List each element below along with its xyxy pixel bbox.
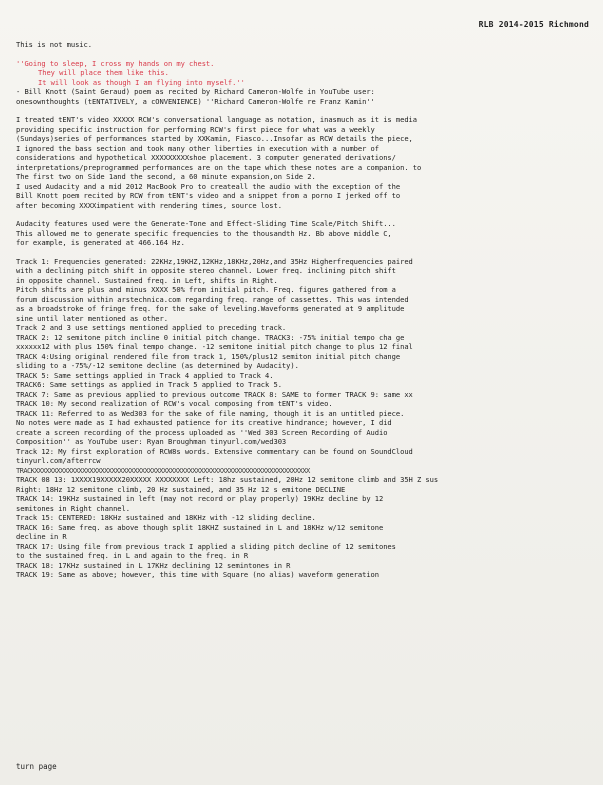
track-line: Track 2 and 3 use settings mentioned applied to preceding track. bbox=[16, 323, 287, 332]
paragraph-line: after becoming XXXXimpatient with rendering times, source lost. bbox=[16, 200, 282, 210]
track-line: as a broadstroke of fringe freq. for the sake of leveling.Waveforms generated at 9 amplitude bbox=[16, 304, 405, 313]
document-title: This is not music. bbox=[16, 40, 92, 49]
paragraph-line: providing specific instruction for performing RCW's first piece for what was a weekly bbox=[16, 124, 375, 134]
track-line: TRACK 2: 12 semitone pitch incline 0 initial pitch change. TRACK3: -75% initial tempo cha ge bbox=[16, 332, 405, 342]
poem-quote bbox=[16, 59, 591, 88]
track-line: decline in R bbox=[16, 532, 67, 541]
track-line: TRACK 11: Referred to as Wed303 for the sake of file naming, though it is an untitled piece. bbox=[16, 408, 405, 418]
track-line: TRACK 18: 17KHz sustained in L 17KHz declining 12 semintones in R bbox=[16, 560, 291, 570]
track-line: Pitch shifts are plus and minus XXXX 50% from initial pitch. Freq. figures gathered from a bbox=[16, 285, 396, 294]
track-line: Track 1: Frequencies generated: 22KHz,19KHZ,12KHz,18KHz,20Hz,and 35Hz Higherfrequencies paired bbox=[16, 256, 413, 266]
track-line: sliding to a -75%/-12 semitone decline (as determined by Audacity). bbox=[16, 361, 299, 370]
paragraph-line: This allowed me to generate specific frequencies to the thousandth Hz. Bb above middle C, bbox=[16, 228, 392, 238]
track-line: Right: 18Hz 12 semitone climb, 20 Hz sustained, and 35 Hz 12 s emitone DECLINE bbox=[16, 484, 346, 494]
paragraph-line: (Sundays)series of performances started by XXKamin, Fiasco...Insofar as RCW details the piece, bbox=[16, 134, 413, 143]
paragraph-line: Bill Knott poem recited by RCW from tENT's video and a snippet from a porno I jerked off to bbox=[16, 191, 401, 200]
document-body bbox=[16, 40, 591, 580]
track-line: semitones in Right channel. bbox=[16, 503, 130, 513]
track-line: TRACK 5: Same settings applied in Track 4 applied to Track 4. bbox=[16, 370, 274, 380]
quote-attribution bbox=[16, 87, 591, 106]
paragraph-treatment bbox=[16, 115, 591, 210]
paragraph-line: I used Audacity and a mid 2012 MacBook Pro to createall the audio with the exception of the bbox=[16, 181, 401, 191]
track-line: Track 15: CENTERED: 18KHz sustained and 18KHz with -12 sliding decline. bbox=[16, 513, 316, 522]
track-line: TRACK 14: 19KHz sustained in left (may not record or play properly) 19KHz decline by 12 bbox=[16, 494, 384, 503]
paragraph-line: interpretations/preprogrammed performances are on the tape which these notes are a companion. to bbox=[16, 162, 422, 172]
track-line: create a screen recording of the process uploaded as ''Wed 303 Screen Recording of Audio bbox=[16, 427, 388, 437]
track-line: No notes were made as I had exhausted patience for its creative hindrance; however, I did bbox=[16, 418, 392, 427]
track-line: in opposite channel. Sustained freq. in Left, shifts in Right. bbox=[16, 275, 278, 285]
track-line: to the sustained freq. in L and again to the freq. in R bbox=[16, 551, 249, 560]
quote-line: ''Going to sleep, I cross my hands on my chest. bbox=[16, 58, 215, 68]
track-line: forum discussion within arstechnica.com regarding freq. range of cassettes. This was intended bbox=[16, 294, 409, 304]
struck-track-line: TRACKXXXXXXXXXXXXXXXXXXXXXXXXXXXXXXXXXXXXXXXXXXXXXXXXXXXXXXXXXXXXXXXXXXXXXXXXXXX bbox=[16, 465, 310, 475]
paragraph-line: considerations and hypothetical XXXXXXXXXshoe placement. 3 computer generated derivations/ bbox=[16, 153, 396, 162]
paragraph-line: for example, is generated at 466.164 Hz. bbox=[16, 238, 185, 247]
track-line: xxxxxx12 with plus 150% final tempo change. -12 semitone initial pitch change to plus 12 final bbox=[16, 342, 413, 351]
track-line: TRACK 16: Same freq. as above though split 18KHZ sustained in L and 18KHz w/12 semitone bbox=[16, 522, 384, 532]
track-line: TRACK 4:Using original rendered file from track 1, 150%/plus12 semiton initial pitch change bbox=[16, 351, 401, 361]
paragraph-line: Audacity features used were the Generate-Tone and Effect-Sliding Time Scale/Pitch Shift... bbox=[16, 219, 396, 228]
paragraph-line: I ignored the bass section and took many other liberties in execution with a number of bbox=[16, 143, 379, 153]
quote-line: They will place them like this. bbox=[38, 68, 169, 77]
track-line: TRACK 19: Same as above; however, this time with Square (no alias) waveform generation bbox=[16, 570, 379, 579]
track-notes bbox=[16, 257, 591, 580]
paragraph-line: The first two on Side 1and the second, a 60 minute expansion,on Side 2. bbox=[16, 172, 316, 181]
track-line: sine until later mentioned as other. bbox=[16, 313, 168, 323]
track-line: with a declining pitch shift in opposite stereo channel. Lower freq. inclining pitch shift bbox=[16, 266, 396, 275]
page-header: RLB 2014-2015 Richmond bbox=[478, 20, 589, 29]
track-line: TRACK 10: My second realization of RCW's vocal composing from tENT's video. bbox=[16, 399, 333, 408]
turn-page-note: turn page bbox=[16, 762, 57, 771]
track-line: TRACK6: Same settings as applied in Track 5 applied to Track 5. bbox=[16, 380, 282, 389]
track-line: TRACK 17: Using file from previous track I applied a sliding pitch decline of 12 semitones bbox=[16, 541, 396, 551]
attribution-line: - Bill Knott (Saint Geraud) poem as recited by Richard Cameron-Wolfe in YouTube user: bbox=[16, 87, 375, 96]
paragraph-audacity bbox=[16, 219, 591, 248]
attribution-line: onesownthoughts (tENTATIVELY, a cONVENIENCE) ''Richard Cameron-Wolfe re Franz Kamin'' bbox=[16, 96, 375, 106]
track-line: TRACK 7: Same as previous applied to previous outcome TRACK 8: SAME to former TRACK 9: same xx bbox=[16, 389, 413, 399]
quote-line: It will look as though I am flying into myself.'' bbox=[38, 77, 245, 87]
track-line: tinyurl.com/afterrcw bbox=[16, 456, 101, 465]
track-line: Composition'' as YouTube user: Ryan Broughman tinyurl.com/wed303 bbox=[16, 437, 287, 446]
paragraph-line: I treated tENT's video XXXXX RCW's conversational language as notation, inasmuch as it is media bbox=[16, 115, 417, 124]
track-line: TRACK 08 13: 1XXXX19XXXXX20XXXXX XXXXXXXX Left: 18hz sustained, 20Hz 12 semitone climb and 35H Z sus bbox=[16, 475, 439, 484]
track-line: Track 12: My first exploration of RCW8s words. Extensive commentary can be found on SoundCloud bbox=[16, 446, 413, 456]
